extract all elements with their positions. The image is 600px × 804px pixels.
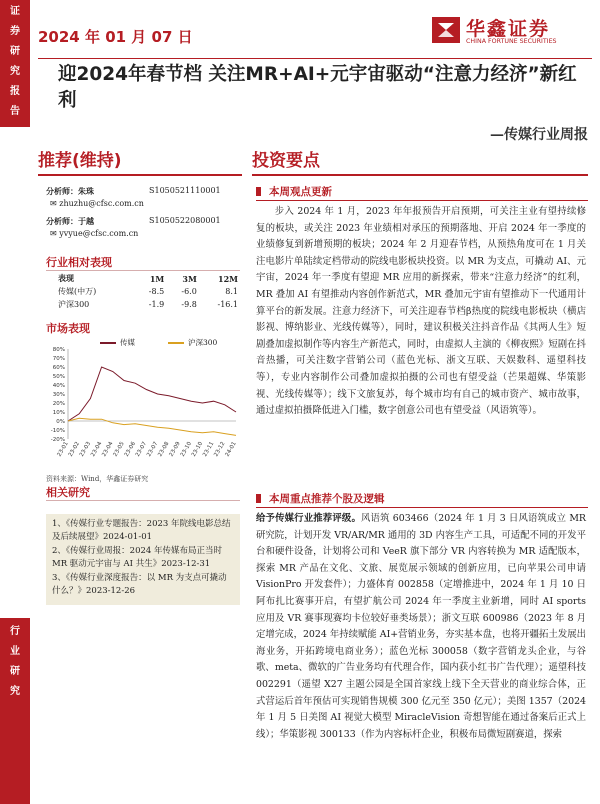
related-item[interactable]: 3、《传媒行业深度报告：以 MR 为支点可撬动什么？》2023-12-26 — [52, 573, 227, 596]
table-header-cell: 表现 — [58, 273, 74, 283]
analyst-card — [46, 216, 221, 238]
x-tick-label: 23-09 — [168, 441, 182, 458]
y-tick-label: 50% — [52, 374, 65, 380]
x-tick-label: 23-05 — [112, 441, 126, 458]
series-line — [68, 367, 236, 421]
section-divider — [256, 507, 588, 508]
analyst-name: 朱珠 — [78, 186, 94, 196]
x-tick-label: 23-04 — [101, 441, 115, 458]
side-tab-char: 报 — [10, 86, 20, 97]
side-tab-char: 业 — [10, 646, 20, 657]
performance-table — [46, 272, 240, 311]
key-points-heading: 投资要点 — [252, 151, 320, 171]
key-points-underline — [252, 174, 588, 176]
analyst-email-text[interactable]: yvyue@cfsc.com.cn — [59, 229, 139, 238]
side-tab-char: 证 — [10, 6, 20, 17]
side-tab-char: 研 — [10, 46, 20, 57]
table-header-cell: 1M — [149, 273, 165, 284]
analyst-label: 分析师： — [46, 186, 78, 196]
side-tab-char: 究 — [10, 66, 20, 77]
legend-swatch — [168, 342, 184, 344]
x-tick-label: 23-10 — [179, 441, 193, 458]
x-tick-label: 23-04 — [90, 441, 104, 458]
analyst-label: 分析师： — [46, 216, 78, 226]
side-tab-category — [0, 618, 30, 804]
x-tick-label: 23-08 — [157, 441, 171, 458]
picks-lead: 给予传媒行业推荐评级。 — [256, 513, 361, 524]
y-tick-label: 0% — [56, 419, 65, 425]
table-cell: -1.9 — [148, 300, 165, 309]
table-cell: 8.1 — [225, 287, 238, 296]
y-tick-label: 80% — [52, 347, 65, 353]
performance-rule — [46, 270, 240, 271]
x-tick-label: 23-03 — [78, 441, 93, 458]
legend-swatch — [100, 342, 116, 344]
picks-body: 风语筑 603466（2024 年 1 月 3 日风语筑成立 MR 研究院，计划开发 VR/AR/MR 通用的 3D 内容生产工具，可适配不同的开发平台和硬件设备，计划将公司和 VeeR 旗下部分 VR 内容转换为 MR 适配版本，探索 MR 产品在文化、文旅、展览展示领域的创新应用，已向苹果公司申请 VisionPro 开发套件）；力盛体育 002858（定增推进中，2024 年 1 月 10 日阿布扎比赛事开启，有望扩航公司 2024 年一季度主业新增，同时 AI sports 应用及 VR 赛事现赛均卡位较好垂类场景）；浙文互联 600986（2023 年 8 月定增完成，2024 年持续赋能 AI+营销业务，夯实基本盘，也将开疆拓土发展出海业务，开拓跨境电商业务）；蓝色光标 300058（数字营销龙头企业，与谷歌、meta、微软的广告业务均有代理合作，国内获小红书广告代理）；遥望科技 002291（遥望 X27 主题公园是全国首家线上线下全天营业的商业综合体，正式营运后首年预估可实现销售规模 300 亿元至 350 亿元）；美图 1357（2024 年 1 月 5 日美图 AI 视觉大模型 MiracleVision 奇想智能在通过备案后正式上线）；华策影视 300133（作为内容标杆企业，积极布局微短剧赛道，探索 — [256, 513, 586, 740]
x-tick-label: 23-11 — [202, 441, 216, 458]
related-item[interactable]: 2、《传媒行业周报：2024 年传媒布局正当时 MR 驱动元宇宙与 AI 共生》2023-12-31 — [52, 546, 222, 569]
report-title: 迎2024年春节档 关注MR+AI+元宇宙驱动“注意力经济”新红利 — [58, 64, 577, 111]
side-tab-report-type — [0, 0, 30, 127]
legend-label: 沪深300 — [188, 338, 218, 347]
side-tab-char: 券 — [10, 26, 20, 37]
table-row — [46, 285, 240, 298]
table-cell: -6.0 — [181, 287, 197, 296]
analyst-email-text[interactable]: zhuzhu@cfsc.com.cn — [59, 199, 144, 208]
x-tick-label: 23-10 — [190, 441, 205, 458]
section-divider — [256, 200, 588, 201]
rating-heading: 推荐(维持) — [38, 151, 122, 171]
x-tick-label: 23-07 — [134, 441, 149, 458]
side-tab-char: 告 — [10, 106, 20, 117]
analyst-name: 于越 — [78, 216, 94, 226]
analyst-email[interactable]: ✉ yvyue@cfsc.com.cn — [50, 229, 139, 238]
table-cell: -9.8 — [181, 300, 197, 309]
logo-english-name: CHINA FORTUNE SECURITIES — [466, 38, 557, 45]
y-tick-label: 70% — [52, 356, 65, 362]
table-row — [46, 298, 240, 311]
x-tick-label: 23-01 — [56, 441, 70, 458]
related-heading: 相关研究 — [46, 486, 90, 499]
rating-underline — [38, 174, 242, 176]
performance-heading: 行业相对表现 — [46, 256, 112, 269]
related-rule — [46, 500, 240, 501]
logo-name: 华鑫证券 — [466, 18, 551, 40]
y-tick-label: 60% — [52, 365, 65, 371]
table-cell: -8.5 — [148, 287, 165, 296]
table-cell: -16.1 — [217, 300, 238, 309]
chart-source: 资料来源：Wind，华鑫证券研究 — [46, 475, 149, 483]
market-heading: 市场表现 — [46, 322, 90, 335]
x-tick-label: 23-02 — [67, 441, 81, 458]
x-tick-label: 23-12 — [213, 441, 227, 458]
y-tick-label: 10% — [52, 410, 65, 416]
side-tab-char: 究 — [10, 686, 20, 697]
table-cell: 沪深300 — [58, 300, 90, 309]
company-logo — [432, 14, 592, 54]
y-tick-label: -10% — [50, 428, 65, 434]
table-header-cell: 3M — [182, 273, 197, 284]
market-performance-chart — [46, 345, 242, 465]
analyst-license: S1050521110001 — [149, 186, 221, 195]
side-tab-char: 行 — [10, 626, 20, 637]
x-tick-label: 23-07 — [146, 441, 160, 458]
picks-text — [256, 511, 586, 743]
header-divider — [38, 58, 592, 59]
x-tick-label: 24-01 — [224, 441, 238, 458]
table-cell: 传媒(中万) — [58, 287, 97, 296]
x-tick-label: 23-06 — [123, 441, 137, 458]
table-header-cell: 12M — [218, 273, 238, 284]
logo-mark-icon — [432, 17, 460, 43]
related-item[interactable]: 1、《传媒行业专题报告：2023 年院线电影总结及后续展望》2024-01-01 — [52, 519, 231, 542]
related-research-box — [46, 514, 240, 605]
report-subtitle: —传媒行业周报 — [490, 127, 588, 143]
table-header-row — [46, 272, 240, 285]
side-tab-char: 研 — [10, 666, 20, 677]
y-tick-label: 40% — [52, 383, 65, 389]
y-tick-label: -20% — [50, 437, 65, 443]
section-heading-weekly-view: 本周观点更新 — [256, 184, 332, 199]
y-tick-label: 30% — [52, 392, 65, 398]
analyst-email[interactable]: ✉ zhuzhu@cfsc.com.cn — [50, 199, 144, 208]
weekly-view-text: 步入 2024 年 1 月，2023 年年报预告开启预期，可关注主业有望持续修复的板块，或关注 2023 年业绩相对承压的预期落地、开启 2024 年一季度的业绩修复到新增预期的板块；2024 年 2 月迎春节档，从预热角度可在 1 月关注电影片单陆续定档带动的院线电影板块投资。以 MR 为支点，可撬动 AI、元宇宙，2024 年一季度有望迎 MR 应用的新探索，带来“注意力经济”的红利，MR 叠加 AI 有望推动内容创作新范式，MR 叠加元宇宙有望推动下一代通用计算平台的新发展。注意力经济下，可关注迎春节档β热度的院线电影板块（横店影视、博纳影业、光线传媒等），同时，建议积极关注抖音作品《其两人生》短剧叠加虚拟制作等内容生产新范式，同时，由虚拟人主演的《柳夜熙》短剧在抖音热播，可关注数字营销公司（蓝色光标、浙文互联、天娱数科、遥望科技等），专业内容制作公司叠加虚拟拍摄的公司也有望受益（芒果超媒、华策影视、光线传媒等）；线下文旅复苏，每个城市均有自己的城市资产、城市故事，通过虚拟拍摄降低进入门槛，数字创意公司也有望受益（风语筑等）。 — [256, 206, 586, 417]
report-date: 2024 年 01 月 07 日 — [38, 28, 193, 46]
legend-label: 传媒 — [120, 338, 135, 347]
analyst-license: S1050522080001 — [149, 216, 221, 225]
analyst-card — [46, 186, 221, 208]
y-tick-label: 20% — [52, 401, 65, 407]
section-heading-picks: 本周重点推荐个股及逻辑 — [256, 491, 385, 506]
